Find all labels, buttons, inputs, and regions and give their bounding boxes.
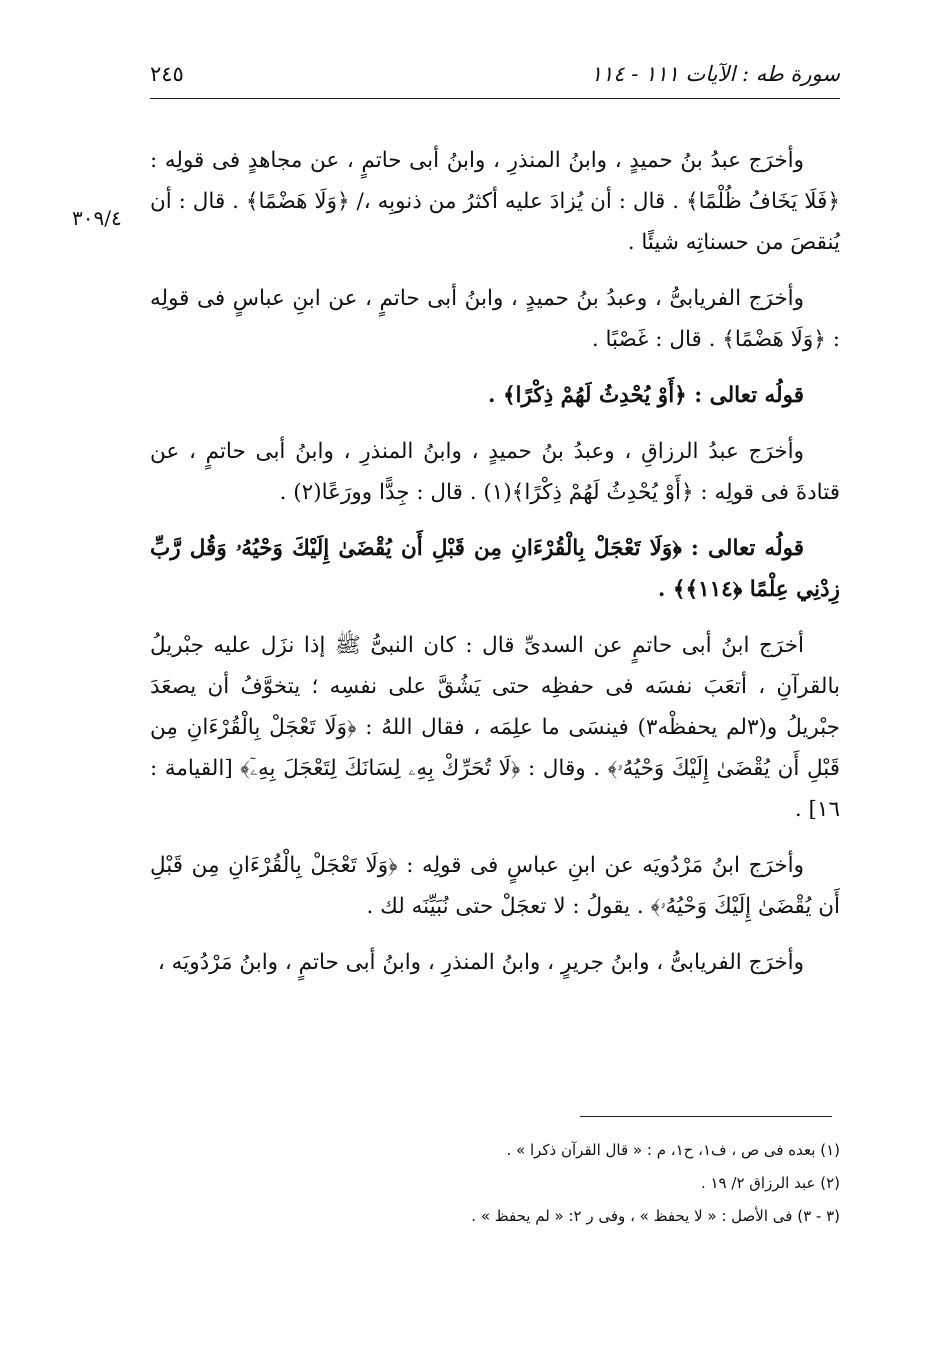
paragraph: وأخرَج الفريابىُّ ، وابنُ جريرٍ ، وابنُ المنذرِ ، وابنُ أبى حاتمٍ ، وابنُ مَرْدُويَه ، (157, 950, 804, 975)
margin-note: ٣٠٩/٤ (72, 206, 122, 230)
page-header (150, 58, 840, 98)
main-text (150, 140, 840, 998)
running-title: سورة طه : الآيات ١١١ - ١١٤ (590, 62, 840, 86)
footnote-rule (580, 1116, 832, 1117)
footnotes (150, 1134, 840, 1233)
page-number: ٢٤٥ (150, 62, 184, 86)
paragraph: وأخرَج عبدُ الرزاقِ ، وعبدُ بنُ حميدٍ ، وابنُ المنذرِ ، وابنُ أبى حاتمٍ ، عن قتادةَ فى قولِه : ﴿أَوْ يُحْدِثُ لَهُمْ ذِكْرًا﴾(١) . قال : جِدًّا وورَعًا(٢) . (150, 439, 840, 505)
paragraph: وأخرَج ابنُ مَرْدُويَه عن ابنِ عباسٍ فى قولِه : ﴿وَلَا تَعْجَلْ بِالْقُرْءَانِ مِن قَبْلِ أَن يُقْضَىٰ إِلَيْكَ وَحْيُهُۥ﴾ . يقولُ : لا تعجَلْ حتى نُبَيِّنَه لك . (150, 853, 840, 919)
footnote: (٣ - ٣) فى الأصل : « لا يحفظ » ، وفى ر ٢: « لم يحفظ » . (471, 1207, 840, 1225)
paragraph: أخرَج ابنُ أبى حاتمٍ عن السدىِّ قال : كان النبىُّ ﷺ إذا نزَل عليه جبْريلُ بالقرآنِ ، أتعَبَ نفسَه فى حفظِه حتى يَشُقَّ على نفسِه ؛ يتخوَّفُ أن يصعَدَ جبْريلُ و(٣لم يحفظْه٣) فينسَى ما علِمَه ، فقال اللهُ : ﴿وَلَا تَعْجَلْ بِالْقُرْءَانِ مِن قَبْلِ أَن يُقْضَىٰ إِلَيْكَ وَحْيُهُۥ﴾ . وقال : ﴿لَا تُحَرِّكْ بِهِۦ لِسَانَكَ لِتَعْجَلَ بِهِۦٓ﴾ [القيامة : ١٦] . (150, 633, 840, 822)
paragraph: وأخرَج الفريابىُّ ، وعبدُ بنُ حميدٍ ، وابنُ أبى حاتمٍ ، عن ابنِ عباسٍ فى قولِه : ﴿وَلَا هَضْمًا﴾ . قال : غَصْبًا . (150, 286, 840, 352)
paragraph: وأخرَج عبدُ بنُ حميدٍ ، وابنُ المنذرِ ، وابنُ أبى حاتمٍ ، عن مجاهدٍ فى قولِه : ﴿فَلَا يَخَافُ ظُلْمًا﴾ . قال : أن يُزادَ عليه أكثرُ من ذنوبِه ،/ ﴿وَلَا هَضْمًا﴾ . قال : أن يُنقصَ من حسناتِه شيئًا . (150, 148, 840, 255)
header-rule (150, 98, 840, 99)
footnote: (١) بعده فى ص ، ف١، ح١، م : « قال القرآن ذكرا » . (506, 1141, 840, 1159)
verse-heading: قولُه تعالى : ﴿أَوْ يُحْدِثُ لَهُمْ ذِكْرًا﴾ . (487, 383, 804, 408)
verse-heading: قولُه تعالى : ﴿وَلَا تَعْجَلْ بِالْقُرْءَانِ مِن قَبْلِ أَن يُقْضَىٰ إِلَيْكَ وَحْيُهُۥ وَقُل رَّبِّ زِدْنِي عِلْمًا ﴿١١٤﴾﴾ . (150, 536, 840, 602)
footnote: (٢) عبد الرزاق ٢/ ١٩ . (700, 1174, 840, 1192)
